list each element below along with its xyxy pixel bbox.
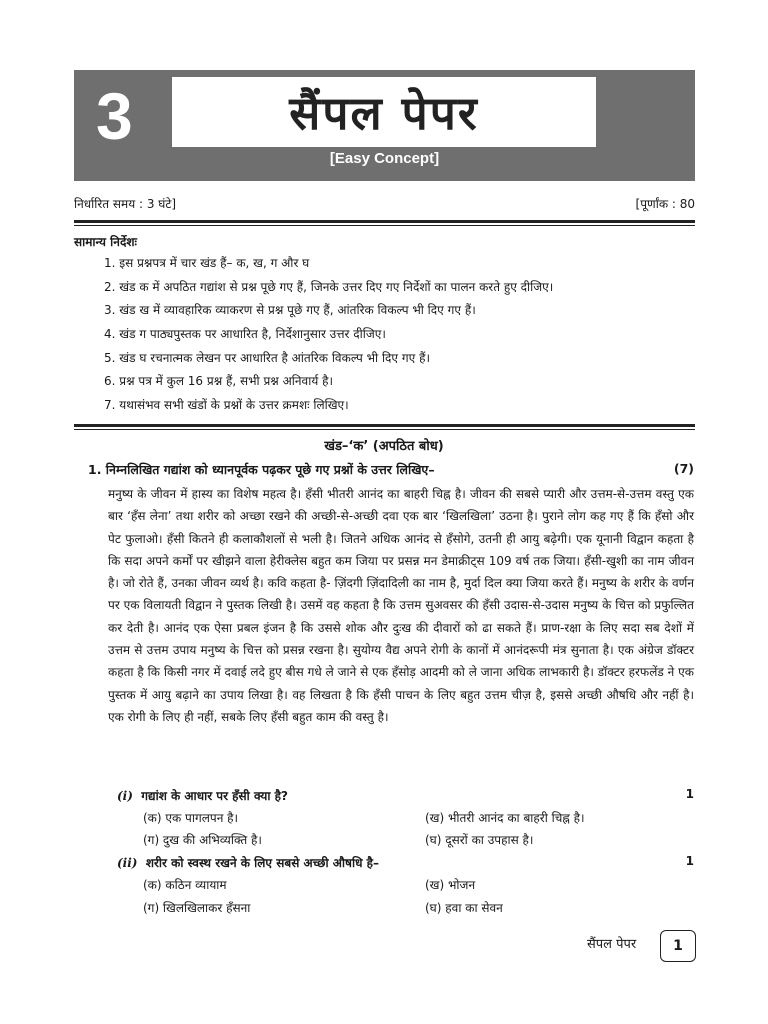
sub-question-marks: 1 bbox=[685, 787, 694, 801]
instruction-item: 3. खंड ख में व्यावहारिक व्याकरण से प्रश्न पूछे गए हैं, आंतरिक विकल्प भी दिए गए हैं। bbox=[104, 303, 476, 318]
sub-question-text: शरीर को स्वस्थ रखने के लिए सबसे अच्छी औषधि है– bbox=[145, 856, 380, 870]
question-text: 1. निम्नलिखित गद्यांश को ध्यानपूर्वक पढ़कर पूछे गए प्रश्नों के उत्तर लिखिए– bbox=[88, 462, 435, 477]
divider-thin bbox=[74, 429, 695, 430]
sub-question-number: (ii) bbox=[117, 856, 138, 870]
option-gha: (घ) हवा का सेवन bbox=[425, 901, 503, 915]
page-title: सैंपल पेपर bbox=[289, 86, 479, 140]
paper-number: 3 bbox=[96, 79, 133, 153]
page-subtitle: [Easy Concept] bbox=[329, 150, 440, 167]
question-1 bbox=[88, 461, 694, 478]
instruction-item: 5. खंड घ रचनात्मक लेखन पर आधारित है आंतरिक विकल्प भी दिए गए हैं। bbox=[104, 350, 431, 365]
instruction-item: 7. यथासंभव सभी खंडों के प्रश्नों के उत्तर क्रमशः लिखिए। bbox=[104, 398, 349, 413]
page-number: 1 bbox=[660, 930, 696, 962]
exam-meta bbox=[74, 195, 695, 212]
option-kha: (ख) भीतरी आनंद का बाहरी चिह्न है। bbox=[425, 811, 585, 825]
option-ka: (क) कठिन व्यायाम bbox=[143, 878, 227, 892]
sub-question-number: (i) bbox=[117, 789, 133, 803]
option-ga: (ग) खिलखिलाकर हँसना bbox=[143, 901, 251, 915]
option-gha: (घ) दूसरों का उपहास है। bbox=[425, 833, 534, 847]
instruction-item: 4. खंड ग पाठ्यपुस्तक पर आधारित है, निर्देशानुसार उत्तर दीजिए। bbox=[104, 327, 386, 342]
instructions-title: सामान्य निर्देशः bbox=[74, 235, 137, 249]
title-banner bbox=[74, 70, 695, 181]
instruction-item: 2. खंड क में अपठित गद्यांश से प्रश्न पूछे गए हैं, जिनके उत्तर दिए गए निर्देशों का पालन करते हुए दीजिए। bbox=[104, 279, 554, 294]
divider-thin bbox=[74, 225, 695, 226]
instruction-item: 1. इस प्रश्नपत्र में चार खंड हैं– क, ख, ग और घ bbox=[104, 256, 310, 270]
instructions-list bbox=[104, 252, 694, 418]
option-ka: (क) एक पागलपन है। bbox=[143, 811, 239, 825]
section-title: खंड–‘क’ (अपठित बोध) bbox=[324, 439, 444, 454]
sub-question-i bbox=[117, 787, 694, 804]
title-box bbox=[172, 77, 596, 147]
option-ga: (ग) दुख की अभिव्यक्ति है। bbox=[143, 833, 262, 847]
sub-question-ii bbox=[117, 854, 694, 871]
total-marks: [पूर्णांक : 80 bbox=[635, 197, 695, 211]
sub-question-marks: 1 bbox=[685, 854, 694, 868]
question-marks: (7) bbox=[673, 461, 694, 476]
time-allowed: निर्धारित समय : 3 घंटे] bbox=[74, 197, 177, 211]
passage: मनुष्य के जीवन में हास्य का विशेष महत्व है। हँसी भीतरी आनंद का बाहरी चिह्न है। जीवन की सबसे प्यारी और उत्तम-से-उत्तम वस्तु एक बार ‘हँस लेना’ तथा शरीर को अच्छा रखने की अच्छी-से-अच्छी दवा एक बार ‘खिलखिला’ उठना है। पुराने लोग कह गए हैं कि हँसो और पेट फुलाओ। हँसी कितने ही कलाकौशलों से भली है। जितने अधिक आनंद से हँसोगे, उतनी ही आयु बढ़ेगी। एक यूनानी विद्वान कहता है कि सदा अपने कर्मों पर खीझने वाला हेरीक्लेस बहुत कम जिया पर प्रसन्न मन डेमाक्रीट्स 109 वर्ष तक जिया। हँसी-खुशी का नाम जीवन है। जो रोते हैं, उनका जीवन व्यर्थ है। कवि कहता है- ज़िंदगी ज़िंदादिली का नाम है, मुर्दा दिल क्या जिया करते हैं। मनुष्य के शरीर के वर्णन पर एक विलायती विद्वान ने पुस्तक लिखी है। उसमें वह कहता है कि उत्तम सुअवसर की हँसी उदास-से-उदास मनुष्य के चित्त को प्रफुल्लित कर देती है। आनंद एक ऐसा प्रबल इंजन है कि उससे शोक और दुःख की दीवारों को ढा सकते हैं। प्राण-रक्षा के लिए सदा सब देशों में उत्तम से उत्तम उपाय मनुष्य के चित्त को प्रसन्न रखना है। सुयोग्य वैद्य अपने रोगी के कानों में आनंदरूपी मंत्र सुनाता है। एक अंग्रेज डॉक्टर कहता है कि किसी नगर में दवाई लदे हुए बीस गधे ले जाने से एक हँसोड़ आदमी को ले जाना अधिक लाभकारी है। डॉक्टर हरफलेंड ने एक पुस्तक में आयु बढ़ाने का उपाय लिखा है। वह लिखता है कि हँसी पाचन के लिए बहुत उत्तम चीज़ है, इससे अच्छी औषधि और नहीं है। एक रोगी के लिए ही नहीं, सबके लिए हँसी बहुत काम की वस्तु है। bbox=[108, 487, 694, 724]
divider-thick bbox=[74, 424, 695, 427]
divider-thick bbox=[74, 220, 695, 223]
footer-label: सैंपल पेपर bbox=[587, 937, 637, 952]
instruction-item: 6. प्रश्न पत्र में कुल 16 प्रश्न हैं, सभी प्रश्न अनिवार्य है। bbox=[104, 374, 334, 389]
sub-question-text: गद्यांश के आधार पर हँसी क्या है? bbox=[141, 789, 288, 803]
option-kha: (ख) भोजन bbox=[425, 878, 476, 892]
